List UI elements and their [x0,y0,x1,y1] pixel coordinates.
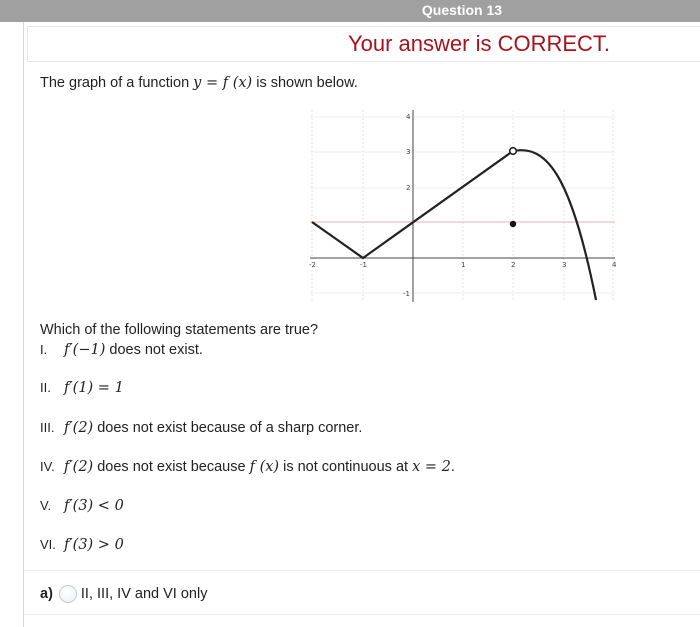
content-left-border [23,22,24,627]
prompt-text [40,75,358,91]
prompt-lead: The graph of a function [40,75,194,91]
x-tick-label: 2 [511,261,516,269]
result-panel [27,26,700,62]
statement-text: does not exist. [105,342,203,358]
question-text: Which of the following statements are true? [40,322,319,338]
statement-math: f′(3) > 0 [64,537,124,553]
function-curve-arc [513,150,596,300]
statement-math: f′(3) < 0 [64,498,124,514]
option-divider [24,570,700,571]
x-tick-label: 1 [461,261,466,269]
statement-math: f′(1) = 1 [64,380,124,396]
statement-number: V. [40,498,52,513]
statement-number: II. [40,380,51,395]
statement-math: f′(2) [64,420,94,436]
x-tick-label: 3 [562,261,567,269]
open-point-marker [510,148,517,155]
statement-math: f′(−1) [64,342,106,358]
statement-math: f′(2) [64,459,94,475]
statement-number: I. [40,342,48,357]
statement-row [40,459,455,475]
result-message: Your answer is CORRECT. [347,31,611,56]
x-tick-label: -1 [360,261,367,269]
filled-point-marker [510,221,516,227]
statement-row [40,342,203,358]
graph-grid [310,110,615,300]
option-divider [24,614,700,615]
statement-number: VI. [40,537,56,552]
question-title: Question 13 [421,2,503,18]
statement-row [40,420,362,436]
prompt-tail: is shown below. [256,75,358,91]
prompt-function: y = f (x) [193,75,253,91]
option-letter: a) [40,586,53,602]
statement-row [40,380,124,396]
answer-option-a[interactable] [40,585,207,603]
statement-math: f (x) [249,459,280,475]
y-tick-label: -1 [403,290,410,298]
statement-number: IV. [40,459,55,474]
y-tick-label: 2 [406,184,411,192]
statement-text: is not continuous at [279,459,413,475]
radio-button[interactable] [59,585,77,603]
statement-text: . [450,459,455,475]
y-tick-label: 3 [406,148,411,156]
x-tick-label: -2 [309,261,316,269]
statement-text: does not exist because [93,459,250,475]
function-graph [300,100,620,305]
y-tick-label: 4 [406,113,411,121]
option-label[interactable]: II, III, IV and VI only [80,586,208,602]
statement-text: does not exist because of a sharp corner. [93,420,363,436]
statement-math: x = 2 [412,459,451,475]
x-tick-label: 4 [612,261,617,269]
statement-number: III. [40,420,55,435]
statement-row [40,498,124,514]
statement-row [40,537,124,553]
question-header [0,0,700,22]
